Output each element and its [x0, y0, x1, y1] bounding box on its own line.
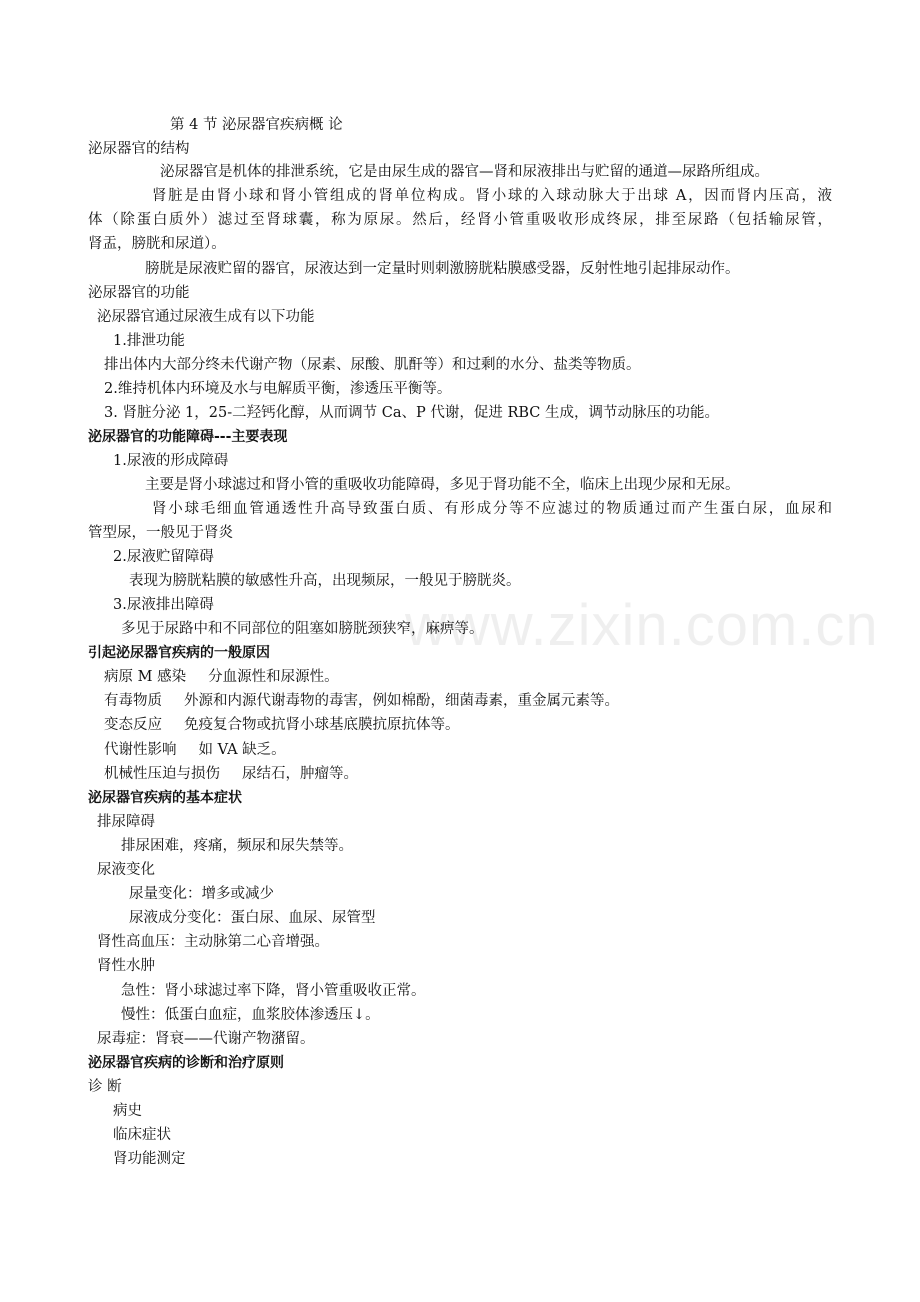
- heading-symptoms: 泌尿器官疾病的基本症状: [88, 790, 242, 806]
- list-item: 尿毒症：肾衰——代谢产物潴留。: [97, 1031, 315, 1047]
- list-item: 排尿障碍: [97, 814, 155, 830]
- list-item: 2.尿液贮留障碍: [113, 549, 214, 565]
- list-item: 3. 肾脏分泌 1，25-二羟钙化醇，从而调节 Ca、P 代谢，促进 RBC 生成，调节动脉压的功能。: [104, 405, 719, 421]
- list-item: 肾性水肿: [97, 958, 155, 974]
- paragraph: 肾脏是由肾小球和肾小管组成的肾单位构成。肾小球的入球动脉大于出球 A，因而肾内压高，液: [152, 188, 832, 204]
- list-item: 1.排泄功能: [113, 333, 185, 349]
- paragraph: 主要是肾小球滤过和肾小管的重吸收功能障碍，多见于肾功能不全，临床上出现少尿和无尿。: [145, 477, 740, 493]
- heading-diagnosis: 泌尿器官疾病的诊断和治疗原则: [88, 1055, 284, 1071]
- list-item: 尿液变化: [97, 862, 155, 878]
- list-item: [104, 716, 460, 734]
- heading-dysfunction: 泌尿器官的功能障碍---主要表现: [88, 429, 288, 445]
- cause-desc: 免疫复合物或抗肾小球基底膜抗原抗体等。: [184, 717, 460, 733]
- cause-term: 有毒物质: [104, 693, 162, 709]
- paragraph: 慢性：低蛋白血症，血浆胶体渗透压↓。: [121, 1007, 380, 1023]
- paragraph: 肾盂，膀胱和尿道）。: [88, 236, 226, 252]
- paragraph: 急性：肾小球滤过率下降，肾小管重吸收正常。: [121, 983, 426, 999]
- paragraph: 泌尿器官通过尿液生成有以下功能: [97, 309, 315, 325]
- paragraph: 尿量变化：增多或减少: [129, 886, 274, 902]
- cause-desc: 外源和内源代谢毒物的毒害，例如棉酚，细菌毒素，重金属元素等。: [184, 693, 619, 709]
- cause-term: 病原 M 感染: [104, 669, 187, 685]
- list-item: 2.维持机体内环境及水与电解质平衡，渗透压平衡等。: [104, 381, 452, 397]
- paragraph: 表现为膀胱粘膜的敏感性升高，出现频尿，一般见于膀胱炎。: [129, 573, 521, 589]
- list-item: [104, 668, 339, 686]
- paragraph: 肾小球毛细血管通透性升高导致蛋白质、有形成分等不应滤过的物质通过而产生蛋白尿，血尿和: [152, 501, 832, 517]
- heading-causes: 引起泌尿器官疾病的一般原因: [88, 645, 270, 661]
- list-item: 病史: [113, 1103, 142, 1119]
- list-item: 肾性高血压：主动脉第二心音增强。: [97, 934, 329, 950]
- paragraph: 多见于尿路中和不同部位的阻塞如膀胱颈狭窄，麻痹等。: [121, 621, 484, 637]
- heading-structure: 泌尿器官的结构: [88, 141, 190, 157]
- cause-desc: 分血源性和尿源性。: [208, 669, 339, 685]
- cause-term: 代谢性影响: [104, 742, 177, 758]
- paragraph: 泌尿器官是机体的排泄系统，它是由尿生成的器官—肾和尿液排出与贮留的通道—尿路所组成。: [160, 164, 769, 180]
- paragraph: 管型尿，一般见于肾炎: [88, 525, 233, 541]
- cause-term: 机械性压迫与损伤: [104, 766, 220, 782]
- section-title: 第 4 节 泌尿器官疾病概 论: [170, 117, 343, 133]
- list-item: [104, 741, 286, 759]
- watermark: www.zixin.com.cn: [405, 593, 879, 658]
- cause-desc: 尿结石，肿瘤等。: [242, 766, 358, 782]
- list-item: [104, 765, 358, 783]
- paragraph: 排出体内大部分终未代谢产物（尿素、尿酸、肌酐等）和过剩的水分、盐类等物质。: [104, 357, 641, 373]
- list-item: [104, 692, 619, 710]
- paragraph: 尿液成分变化：蛋白尿、血尿、尿管型: [129, 910, 376, 926]
- list-item: 1.尿液的形成障碍: [113, 453, 229, 469]
- paragraph: 膀胱是尿液贮留的器官，尿液达到一定量时则刺激膀胱粘膜感受器，反射性地引起排尿动作。: [145, 261, 740, 277]
- paragraph: 排尿困难，疼痛，频尿和尿失禁等。: [121, 838, 353, 854]
- paragraph: 体（除蛋白质外）滤过至肾球囊，称为原尿。然后，经肾小管重吸收形成终尿，排至尿路（包括输尿管，: [88, 212, 832, 228]
- heading-function: 泌尿器官的功能: [88, 285, 190, 301]
- cause-desc: 如 VA 缺乏。: [198, 742, 286, 758]
- list-item: 肾功能测定: [113, 1151, 186, 1167]
- cause-term: 变态反应: [104, 717, 162, 733]
- list-item: 诊 断: [88, 1079, 122, 1095]
- list-item: 临床症状: [113, 1127, 171, 1143]
- list-item: 3.尿液排出障碍: [113, 597, 214, 613]
